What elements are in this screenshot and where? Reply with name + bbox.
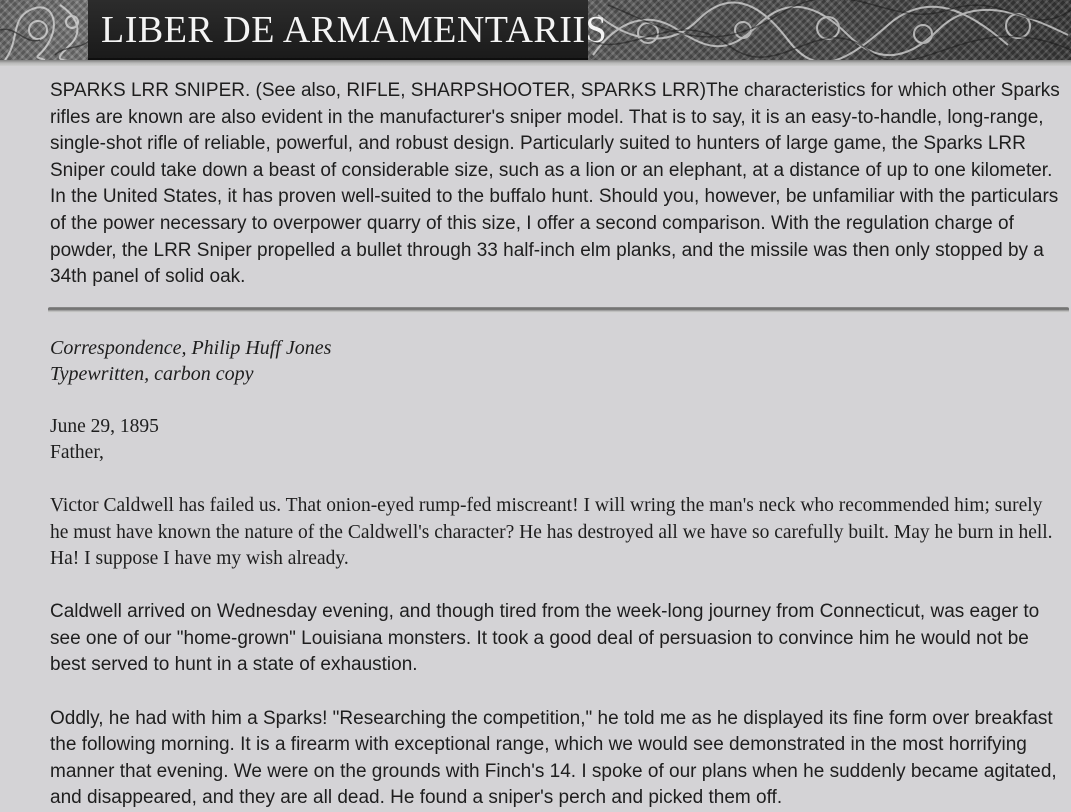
ornament-right-icon (588, 0, 1071, 66)
content-area (50, 78, 1060, 812)
entry-text: SPARKS LRR SNIPER. (See also, RIFLE, SHARPSHOOTER, SPARKS LRR)The characteristics for which other Sparks rifles are known are also evident in the manufacturer's sniper model. That is to say, it is an easy-to-handle, long-range, single-shot rifle of reliable, powerful, and robust design. Particularly suited to hunters of large game, the Sparks LRR Sniper could take down a beast of considerable size, such as a lion or an elephant, at a distance of up to one kilometer. In the United States, it has proven well-suited to the buffalo hunt. Should you, however, be unfamiliar with the particulars of the power necessary to overpower quarry of this size, I offer a second comparison. With the regulation charge of powder, the LRR Sniper propelled a bullet through 33 half-inch elm planks, and the missile was then only stopped by a 34th panel of solid oak. (50, 80, 1060, 288)
letter-paragraph: Caldwell arrived on Wednesday evening, and though tired from the week-long journey from Connecticut, was eager to see one of our "home-grown" Louisiana monsters. It took a good deal of persuasion to convince him he would not be best served to hunt in a state of exhaustion. (50, 601, 1040, 676)
header-banner (0, 0, 1071, 66)
weapon-entry (50, 78, 1060, 291)
header-bottom-edge (0, 60, 1071, 66)
letter-paragraph: Victor Caldwell has failed us. That onion-eyed rump-fed miscreant! I will wring the man's neck who recommended him; surely he must have known the nature of the Caldwell's character? He has destroyed all we have so carefully built. May he burn in hell. Ha! I suppose I have my wish already. (50, 495, 1053, 570)
ornament-left-icon (0, 0, 92, 66)
letter-paragraph: Oddly, he had with him a Sparks! "Researching the competition," he told me as he displayed its fine form over breakfast the following morning. It is a firearm with exceptional range, which we would see demonstrated in the most horrifying manner that evening. We were on the grounds with Finch's 14. I spoke of our plans when he suddenly became agitated, and disappeared, and they are all dead. He found a sniper's perch and picked them off. (50, 707, 1057, 809)
letter (50, 335, 1060, 812)
section-divider (48, 307, 1069, 313)
letter-meta (50, 335, 1060, 388)
letter-format: Typewritten, carbon copy (50, 363, 254, 386)
page-title: LIBER DE ARMAMENTARIIS (101, 9, 608, 51)
letter-source: Correspondence, Philip Huff Jones (50, 336, 332, 359)
letter-salutation: Father, (50, 442, 104, 464)
letter-date: June 29, 1895 (50, 415, 159, 437)
